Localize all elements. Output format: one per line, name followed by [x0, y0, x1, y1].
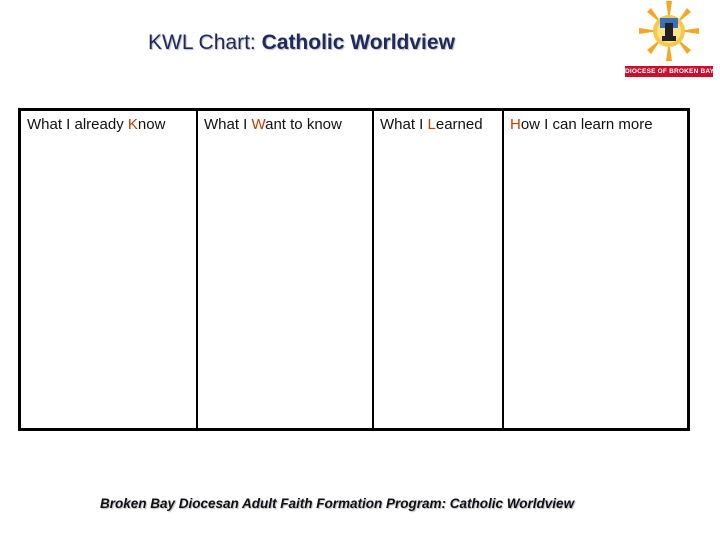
- title-bold: Catholic Worldview: [261, 31, 455, 54]
- column-header-want: What I Want to know: [204, 116, 342, 133]
- column-header-know: What I already Know: [27, 116, 166, 133]
- column-header-learned: What I Learned: [380, 116, 483, 133]
- footer-caption: Broken Bay Diocesan Adult Faith Formation Program: Catholic Worldview: [100, 496, 575, 511]
- column-want[interactable]: [198, 111, 374, 428]
- diocese-logo: [622, 0, 720, 80]
- column-know[interactable]: [21, 111, 198, 428]
- kwl-table: [18, 108, 690, 431]
- column-how[interactable]: [504, 111, 687, 428]
- page-title: [148, 31, 455, 55]
- column-header-how: How I can learn more: [510, 116, 653, 133]
- logo-banner: DIOCESE OF BROKEN BAY: [625, 68, 715, 75]
- title-prefix: KWL Chart:: [148, 31, 262, 54]
- column-learned[interactable]: [374, 111, 504, 428]
